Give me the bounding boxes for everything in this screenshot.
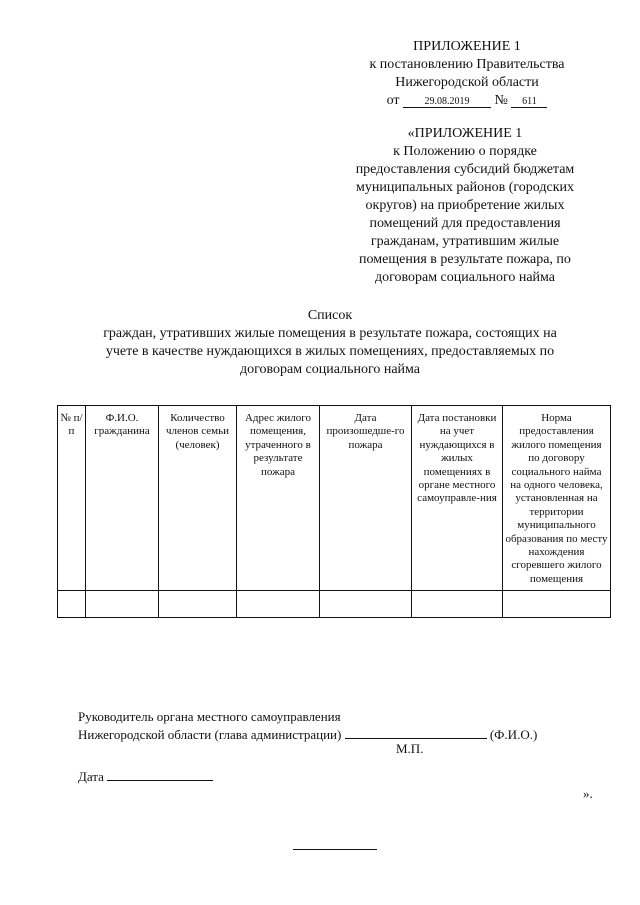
signature-line-1: Руководитель органа местного самоуправления — [78, 709, 341, 724]
sub-appendix-line: предоставления субсидий бюджетам — [355, 162, 575, 177]
table-row — [58, 591, 611, 618]
decree-number: 611 — [511, 96, 547, 108]
column-header-registration-date: Дата постановки на учет нуждающихся в жилых помещениях в органе местного самоуправле-ния — [412, 406, 503, 591]
separator-line — [293, 849, 377, 850]
column-header-family-size: Количество членов семьи (человек) — [159, 406, 237, 591]
list-title — [60, 307, 600, 379]
sub-appendix-line: гражданам, утратившим жилые — [370, 234, 560, 249]
from-label: от — [386, 93, 400, 108]
fio-label: (Ф.И.О.) — [489, 727, 538, 742]
sub-appendix-line: муниципальных районов (городских — [355, 180, 575, 195]
column-header-housing-norm: Норма предоставления жилого помещения по договору социального найма на одного человека, установленная на территории муниципального образования по месту нахождения сгоревшего жилого помещения — [503, 406, 611, 591]
sub-appendix-line: помещения в результате пожара, по — [359, 252, 571, 267]
signature-title: Нижегородской области (глава администрации) — [78, 727, 342, 742]
appendix-date-line — [340, 92, 594, 110]
sub-appendix-line: помещений для предоставления — [369, 216, 561, 231]
date-label: Дата — [78, 769, 104, 784]
list-subtitle-line: учете в качестве нуждающихся в жилых помещениях, предоставляемых по — [105, 344, 555, 359]
sub-appendix-line: договорам социального найма — [374, 270, 556, 285]
table-cell — [159, 591, 237, 618]
sub-appendix-line: к Положению о порядке — [393, 144, 537, 159]
signature-line-2 — [78, 726, 537, 743]
column-header-fire-date: Дата произошедше-го пожара — [320, 406, 412, 591]
appendix-header — [340, 38, 594, 110]
table-header-row — [58, 406, 611, 591]
table-cell — [86, 591, 159, 618]
table-cell — [503, 591, 611, 618]
stamp-label: М.П. — [396, 741, 424, 756]
table-cell — [58, 591, 86, 618]
signature-blank — [345, 726, 487, 739]
decree-date: 29.08.2019 — [403, 96, 491, 108]
date-line — [78, 768, 213, 785]
number-label: № — [494, 93, 508, 108]
sub-appendix-title: «ПРИЛОЖЕНИЕ 1 — [407, 126, 523, 141]
citizens-table — [57, 405, 611, 618]
appendix-region: Нижегородской области — [395, 75, 539, 90]
table-cell — [237, 591, 320, 618]
column-header-number: № п/п — [58, 406, 86, 591]
column-header-fio: Ф.И.О. гражданина — [86, 406, 159, 591]
column-header-address: Адрес жилого помещения, утраченного в результате пожара — [237, 406, 320, 591]
appendix-title: ПРИЛОЖЕНИЕ 1 — [413, 39, 521, 54]
list-subtitle-line: договорам социального найма — [239, 362, 421, 377]
table-cell — [412, 591, 503, 618]
list-subtitle-line: граждан, утративших жилые помещения в результате пожара, состоящих на — [103, 326, 557, 341]
list-heading: Список — [307, 308, 353, 323]
appendix-sub-header — [332, 125, 598, 287]
table-cell — [320, 591, 412, 618]
appendix-reference: к постановлению Правительства — [369, 57, 565, 72]
closing-mark: ». — [583, 786, 593, 801]
date-blank — [107, 768, 213, 781]
sub-appendix-line: округов) на приобретение жилых — [365, 198, 565, 213]
